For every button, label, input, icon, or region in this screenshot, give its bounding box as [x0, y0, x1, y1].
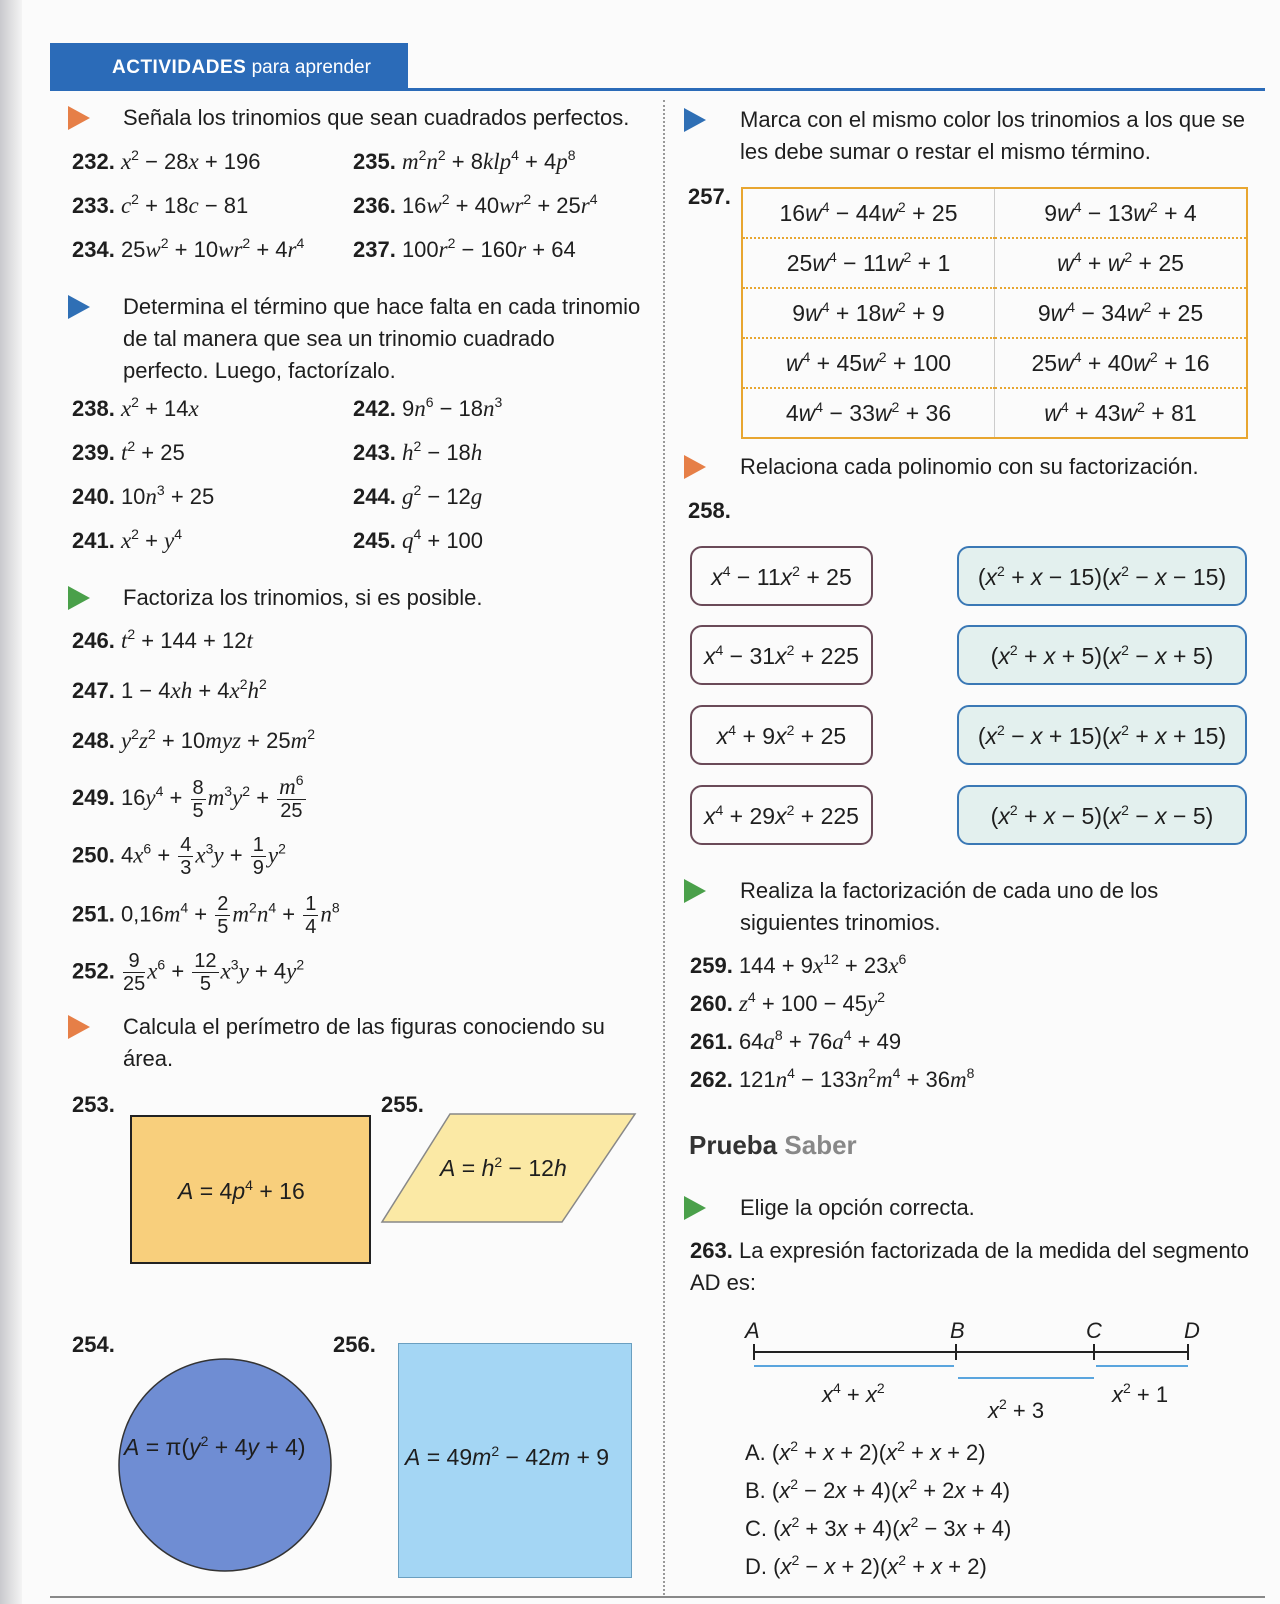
- prueba-saber-heading: [689, 1130, 857, 1161]
- saber-word: Saber: [784, 1130, 857, 1160]
- instruction-text: Elige la opción correcta.: [740, 1195, 975, 1220]
- exercise-number: 254.: [72, 1332, 115, 1357]
- area-label-253: $A = 4p^4 + 16$: [178, 1177, 305, 1204]
- orange-arrow-icon: [684, 455, 706, 479]
- exercise-number: 239.: [72, 440, 115, 465]
- exercise-236: 236. $16w^2 + 40wr^2 + 25r^4$: [353, 191, 598, 218]
- table-cell[interactable]: $9w^4 + 18w^2 + 9$: [742, 288, 995, 338]
- exercise-240: 240. $10n^3 + 25$: [72, 482, 215, 509]
- polynomial-box[interactable]: $x^4 - 31x^2 + 225$: [690, 625, 873, 685]
- area-label-255: $A = h^2 - 12h$: [440, 1154, 567, 1181]
- section-header-tab: [50, 43, 408, 88]
- segment-ab-label: $x^4 + x^2$: [822, 1380, 885, 1407]
- exercise-number: 253.: [72, 1092, 115, 1117]
- instruction-text: Marca con el mismo color los trinomios a los que se les debe sumar o restar el mismo término.: [740, 107, 1245, 164]
- exercise-number: 258.: [688, 498, 731, 523]
- exercise-number: 233.: [72, 193, 115, 218]
- exercise-number: 257.: [688, 184, 731, 209]
- instruction-text: Señala los trinomios que sean cuadrados perfectos.: [123, 105, 630, 130]
- table-row: [742, 238, 1247, 288]
- exercise-number: 248.: [72, 728, 115, 753]
- area-label-254: $A = \pi(y^2 + 4y + 4)$: [124, 1433, 306, 1460]
- polynomial-box[interactable]: $x^4 - 11x^2 + 25$: [690, 546, 873, 606]
- instruction-text: Realiza la factorización de cada uno de los siguientes trinomios.: [740, 878, 1159, 935]
- exercise-number: 250.: [72, 842, 115, 868]
- segment-cd-label: $x^2 + 1$: [1112, 1380, 1169, 1407]
- exercise-number: 263.: [690, 1238, 733, 1263]
- exercise-number: 232.: [72, 149, 115, 174]
- option-b[interactable]: B. $(x^2 - 2x + 4)(x^2 + 2x + 4)$: [745, 1476, 1011, 1503]
- exercise-237: 237. $100r^2 - 160r + 64$: [353, 235, 576, 262]
- exercise-251: 251. $0,16m^4$ + $\frac{2}{5}$ $m^2n^4$ + $\frac{1}{4}$ $n^8$: [72, 893, 340, 938]
- exercise-249: 249. $16y^4$ + $\frac{8}{5}$ $m^3y^2$ + $\frac{m^6}{25}$: [72, 772, 304, 822]
- exercise-263: [690, 1235, 1250, 1299]
- table-row: [742, 288, 1247, 338]
- exercise-243: 243. $h^2 - 18h$: [353, 438, 483, 465]
- exercise-233: 233. $c^2 + 18c - 81$: [72, 191, 249, 218]
- exercise-number: 255.: [381, 1092, 424, 1117]
- table-cell[interactable]: $w^4 + 43w^2 + 81$: [1044, 398, 1197, 426]
- table-cell[interactable]: $4w^4 - 33w^2 + 36$: [742, 388, 995, 438]
- exercise-248: 248. $y^2z^2 + 10myz + 25m^2$: [72, 726, 316, 753]
- table-cell[interactable]: $w^4 + 45w^2 + 100$: [742, 338, 995, 388]
- option-d[interactable]: D. $(x^2 - x + 2)(x^2 + x + 2)$: [745, 1552, 987, 1579]
- exercise-258-label: [688, 496, 731, 526]
- orange-arrow-icon: [68, 106, 90, 130]
- prueba-word: Prueba: [689, 1130, 778, 1160]
- table-cell[interactable]: $w^4 + w^2 + 25$: [995, 238, 1248, 288]
- exercise-247: 247. $1 - 4xh + 4x^2h^2$: [72, 676, 267, 703]
- exercise-number: 262.: [690, 1067, 733, 1092]
- exercise-244: 244. $g^2 - 12g$: [353, 482, 483, 509]
- exercise-246: 246. $t^2 + 144 + 12t$: [72, 626, 253, 653]
- blue-arrow-icon: [68, 295, 90, 319]
- exercise-241: 241. $x^2 + y^4$: [72, 526, 183, 553]
- factorization-box[interactable]: $(x^2 - x + 15)(x^2 + x + 15)$: [957, 705, 1247, 765]
- exercise-250: 250. $4x^6$ + $\frac{4}{3}$ $x^3y$ + $\frac{1}{9}$ $y^2$: [72, 834, 286, 879]
- column-divider: [663, 100, 665, 1595]
- table-cell[interactable]: $25w^4 + 40w^2 + 16$: [995, 338, 1248, 388]
- table-cell[interactable]: $9w^4 - 34w^2 + 25$: [995, 288, 1248, 338]
- exercise-number: 245.: [353, 528, 396, 553]
- exercise-259: 259. $144 + 9x^{12} + 23x^6$: [690, 951, 907, 978]
- green-arrow-icon: [68, 586, 90, 610]
- exercise-254-label: [72, 1330, 115, 1360]
- exercise-232: 232. $x^2 - 28x + 196$: [72, 147, 261, 174]
- exercise-234: 234. $25w^2 + 10wr^2 + 4r^4$: [72, 235, 305, 262]
- exercise-253-label: [72, 1090, 115, 1120]
- exercise-number: 236.: [353, 193, 396, 218]
- footer-rule: [50, 1596, 1265, 1598]
- table-row: [742, 338, 1247, 388]
- exercise-number: 252.: [72, 958, 115, 984]
- exercise-235: 235. $m^2n^2 + 8klp^4 + 4p^8$: [353, 147, 576, 174]
- header-rest: para aprender: [251, 57, 371, 78]
- point-a-label: A: [745, 1318, 760, 1343]
- exercise-260: 260. $z^4 + 100 - 45y^2$: [690, 989, 886, 1016]
- exercise-number: 259.: [690, 953, 733, 978]
- factorization-box[interactable]: $(x^2 + x - 5)(x^2 - x - 5)$: [957, 785, 1247, 845]
- point-d-label: D: [1184, 1318, 1200, 1343]
- exercise-number: 260.: [690, 991, 733, 1016]
- table-cell[interactable]: $9w^4 - 13w^2 + 4$: [995, 188, 1248, 238]
- exercise-number: 244.: [353, 484, 396, 509]
- exercise-number: 243.: [353, 440, 396, 465]
- polynomial-box[interactable]: $x^4 + 29x^2 + 225$: [690, 785, 873, 845]
- question-text: La expresión factorizada de la medida del segmento AD es:: [690, 1238, 1249, 1295]
- trinomials-table-257: [741, 187, 1248, 439]
- exercise-number: 240.: [72, 484, 115, 509]
- green-arrow-icon: [684, 1196, 706, 1220]
- exercise-number: 246.: [72, 628, 115, 653]
- exercise-number: 261.: [690, 1029, 733, 1054]
- exercise-number: 247.: [72, 678, 115, 703]
- circle-figure-254: [115, 1355, 335, 1575]
- instruction-text: Factoriza los trinomios, si es posible.: [123, 585, 483, 610]
- exercise-256-label: [333, 1330, 376, 1360]
- table-cell[interactable]: $25w^4 - 11w^2 + 1$: [742, 238, 995, 288]
- green-arrow-icon: [684, 879, 706, 903]
- table-row: [742, 388, 1247, 438]
- exercise-number: 251.: [72, 901, 115, 927]
- exercise-252: 252. $\frac{9}{25}$ $x^6$ + $\frac{12}{5}$ $x^3y + 4y^2$: [72, 950, 305, 995]
- section-header: [50, 43, 1265, 91]
- exercise-number: 241.: [72, 528, 115, 553]
- point-b-label: B: [950, 1318, 965, 1343]
- exercise-239: 239. $t^2 + 25$: [72, 438, 185, 465]
- point-c-label: C: [1086, 1318, 1102, 1343]
- exercise-238: 238. $x^2 + 14x$: [72, 394, 199, 421]
- option-a[interactable]: A. $(x^2 + x + 2)(x^2 + x + 2)$: [745, 1438, 986, 1465]
- instruction-text: Determina el término que hace falta en cada trinomio de tal manera que sea un trinomio cuadrado perfecto. Luego, factorízalo.: [123, 294, 641, 383]
- factorization-box[interactable]: $(x^2 + x + 5)(x^2 - x + 5)$: [957, 625, 1247, 685]
- header-bold: ACTIVIDADES: [112, 57, 247, 78]
- exercise-number: 256.: [333, 1332, 376, 1357]
- segment-bc-label: $x^2 + 3$: [988, 1396, 1045, 1423]
- instruction-text: Relaciona cada polinomio con su factorización.: [740, 454, 1199, 479]
- page-gutter-shadow: [0, 0, 22, 1604]
- exercise-261: 261. $64a^8 + 76a^4 + 49$: [690, 1027, 902, 1054]
- segment-ad-diagram: [740, 1340, 1200, 1385]
- factorization-box[interactable]: $(x^2 + x - 15)(x^2 - x - 15)$: [957, 546, 1247, 606]
- exercise-257-label: [688, 182, 731, 212]
- exercise-245: 245. $q^4 + 100$: [353, 526, 484, 553]
- exercise-number: 238.: [72, 396, 115, 421]
- exercise-number: 235.: [353, 149, 396, 174]
- exercise-number: 249.: [72, 784, 115, 810]
- orange-arrow-icon: [68, 1015, 90, 1039]
- exercise-number: 242.: [353, 396, 396, 421]
- exercise-number: 234.: [72, 237, 115, 262]
- polynomial-box[interactable]: $x^4 + 9x^2 + 25$: [690, 705, 873, 765]
- exercise-242: 242. $9n^6 - 18n^3$: [353, 394, 503, 421]
- exercise-262: 262. $121n^4 - 133n^2m^4 + 36m^8$: [690, 1065, 975, 1092]
- table-row: [742, 188, 1247, 238]
- exercise-number: 237.: [353, 237, 396, 262]
- area-label-256: $A = 49m^2 - 42m + 9$: [405, 1443, 610, 1470]
- table-cell[interactable]: $16w^4 - 44w^2 + 25$: [742, 188, 995, 238]
- blue-arrow-icon: [684, 108, 706, 132]
- instruction-text: Calcula el perímetro de las figuras conociendo su área.: [123, 1014, 605, 1071]
- option-c[interactable]: C. $(x^2 + 3x + 4)(x^2 - 3x + 4)$: [745, 1514, 1012, 1541]
